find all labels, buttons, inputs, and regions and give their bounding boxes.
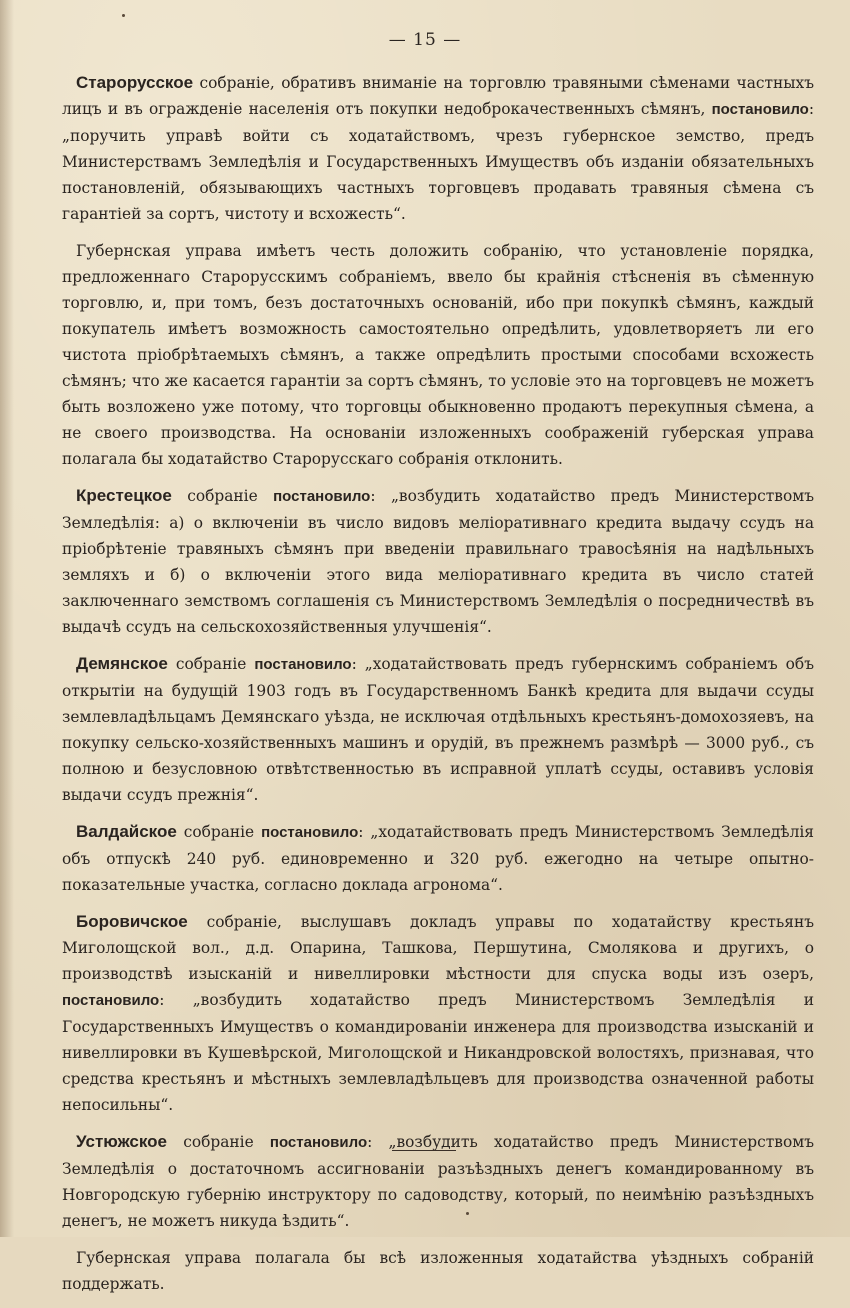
paragraph-uprava-reply — [62, 238, 814, 472]
paragraph-ustyuzhna — [62, 1129, 814, 1234]
paragraph-text: : „ходатайствовать предъ Министерствомъ Земледѣлія объ отпускѣ 240 руб. единовременно и 320 руб. ежегодно на четыре опытно-показательные участка, согласно доклада агронома“. — [62, 823, 814, 894]
paragraph-text: собраніе, обративъ вниманіе на торговлю травяными сѣменами частныхъ лицъ и въ огражденіе населенія отъ покупки недоброкачественныхъ сѣмянъ, — [62, 74, 814, 118]
paragraph-text: : „возбудить ходатайство предъ Министерствомъ Земледѣлія о достаточномъ ассигнованіи разъѣздныхъ денегъ командированному въ Новгородскую губернію инструктору по садоводству, который, по неимѣнію разъѣздныхъ денегъ, не можетъ никуда ѣздить“. — [62, 1133, 814, 1230]
paragraph-text: : „ходатайствовать предъ губернскимъ собраніемъ объ открытіи на будущій 1903 годъ въ Государственномъ Банкѣ кредита для выдачи ссуды землевладѣльцамъ Демянскаго уѣзда, не исключая отдѣльныхъ крестьянъ-домохозяевъ, на покупку сельско-хозяйственныхъ машинъ и орудій, въ прежнемъ размѣрѣ — 3000 руб., съ полною и безусловною отвѣтственностью въ исправной уплатѣ ссуды, оставивъ условія выдачи ссудъ прежнія“. — [62, 655, 814, 804]
paragraph-text: : „возбудить ходатайство предъ Министерствомъ Земледѣлія: а) о включеніи въ число видовъ меліоративнаго кредита выдачу ссудъ на пріобрѣтеніе травяныхъ сѣмянъ при введеніи правильнаго травосѣянія на надѣльныхъ земляхъ и б) о включеніи этого вида меліоративнаго кредита въ число статей заключеннаго земствомъ соглашенія съ Министерствомъ Земледѣлія о посредничествѣ въ выдачѣ ссудъ на сельскохозяйственныя улучшенія“. — [62, 487, 814, 636]
paragraph-krestets — [62, 483, 814, 640]
resolution-verb: постановило — [273, 488, 371, 505]
paragraph-uprava-conclusion — [62, 1245, 814, 1297]
resolution-verb: постановило — [254, 656, 352, 673]
assembly-name: Валдайское — [76, 822, 177, 841]
paragraph-text: Губернская управа полагала бы всѣ изложенныя ходатайства уѣздныхъ собраній поддержать. — [62, 1249, 814, 1293]
resolution-verb: постановило — [269, 1134, 368, 1151]
paragraph-text: собраніе — [176, 823, 262, 841]
paragraph-text: собраніе, выслушавъ докладъ управы по ходатайству крестьянъ Миголощской вол., д.д. Опарина, Ташкова, Першутина, Смолякова и другихъ, о производствѣ изысканій и нивеллировки мѣстности для спуска воды изъ озеръ, — [62, 913, 814, 983]
paragraph-valdai — [62, 819, 814, 898]
paragraph-text: собраніе — [167, 1133, 270, 1151]
resolution-verb: постановило — [261, 824, 359, 841]
ink-speck — [122, 14, 125, 17]
page-number: — 15 — — [388, 30, 462, 50]
assembly-name: Крестецкое — [76, 486, 172, 505]
resolution-verb: постановило — [711, 101, 809, 118]
paragraph-staroruss — [62, 70, 814, 227]
assembly-name: Демянское — [76, 654, 168, 673]
assembly-name: Устюжское — [76, 1132, 167, 1151]
resolution-verb: постановило — [62, 992, 160, 1009]
document-body — [62, 70, 814, 1308]
paragraph-borovichi — [62, 909, 814, 1118]
assembly-name: Старорусское — [76, 73, 194, 92]
paragraph-text: собраніе — [171, 487, 274, 505]
binding-shadow — [0, 0, 14, 1237]
paragraph-text: собраніе — [167, 655, 255, 673]
paragraph-text: : „возбудить ходатайство предъ Министерствомъ Земледѣлія и Государственныхъ Имуществъ о командированіи инженера для производства изысканій и нивеллировки въ Кушевѣрской, Миголощской и Никандровской волостяхъ, признавая, что средства крестьянъ и мѣстныхъ землевладѣльцевъ для производства означенной работы непосильны“. — [62, 991, 814, 1114]
paragraph-text: : „поручить управѣ войти съ ходатайствомъ, чрезъ губернское земство, предъ Министерствамъ Земледѣлія и Государственныхъ Имуществъ объ изданіи обязательныхъ постановленій, обязывающихъ частныхъ торговцевъ продавать травяныя сѣмена съ гарантіей за сортъ, чистоту и всхожесть“. — [62, 100, 814, 223]
paragraph-demyansk — [62, 651, 814, 808]
paragraph-text: Губернская управа имѣетъ честь доложить собранію, что установленіе порядка, предложеннаго Старорусскимъ собраніемъ, ввело бы крайнія стѣсненія въ сѣменную торговлю, и, при томъ, безъ достаточныхъ основаній, ибо при покупкѣ сѣмянъ, каждый покупатель имѣетъ возможность самостоятельно опредѣлить, удовлетворяетъ ли его чистота пріобрѣтаемыхъ сѣмянъ, а также опредѣлить простыми способами всхожесть сѣмянъ; что же касается гарантіи за сортъ сѣмянъ, то условіе это на торговцевъ не можетъ быть возложено уже потому, что торговцы обыкновенно продаютъ перекупныя сѣмена, а не своего производства. На основаніи изложенныхъ соображеній губерская управа полагала бы ходатайство Старорусскаго собранія отклонить. — [62, 242, 814, 468]
end-divider — [392, 1150, 456, 1151]
assembly-name: Боровичское — [76, 912, 188, 931]
